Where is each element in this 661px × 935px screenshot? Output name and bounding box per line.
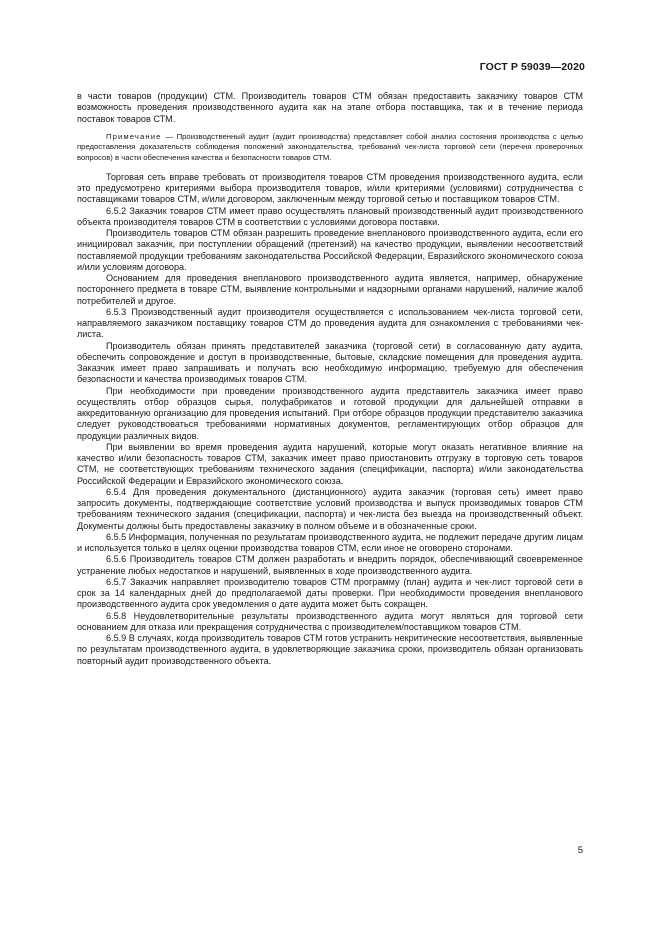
paragraph: Торговая сеть вправе требовать от производителя товаров СТМ проведения производственного аудита, если это предусмотрено критериями выбора производителя товаров, и/или критериями (условиями) сотрудничества с поставщиками товаров СТМ, и/или договором, заключенным между торговой сетью и поставщиком товаров СТМ. xyxy=(77,171,583,205)
paragraph: Основанием для проведения внепланового производственного аудита является, например, обнаружение постороннего предмета в товаре СТМ, выявление контрольными и надзорными органами нарушений, наличие жалоб потребителей и другое. xyxy=(77,273,583,306)
paragraph: 6.5.4 Для проведения документального (дистанционного) аудита заказчик (торговая сеть) имеет право запросить документы, подтверждающие соответствие условий производства и выпуск производимых товаров СТМ требованиям технического задания (спецификации, паспорта) и чек-листа без выезда на производственный объект. Документы должны быть предоставлены заказчику в полном объеме и в обозначенные сроки. xyxy=(77,486,583,531)
note-text: — Производственный аудит (аудит производства) представляет собой анализ состояния производства с целью предоставления доказательств соблюдения положений законодательства, требований чек-листа торговой сети (перечня проверочных вопросов) в части обеспечения качества и безопасности товаров СТМ. xyxy=(77,131,583,163)
paragraph: 6.5.2 Заказчик товаров СТМ имеет право осуществлять плановый производственный аудит производственного объекта производителя товаров СТМ в соответствии с условиями договора поставки. xyxy=(77,205,583,227)
paragraph: 6.5.7 Заказчик направляет производителю товаров СТМ программу (план) аудита и чек-лист торговой сети в срок за 14 календарных дней до предполагаемой даты проверки. При необходимости проведения внепланового производственного аудита срок уведомления о дате аудита может быть сокращен. xyxy=(77,576,583,610)
paragraph: Производитель обязан принять представителей заказчика (торговой сети) в согласованную дату аудита, обеспечить сопровождение и доступ в производственные, бытовые, складские помещения для проведения аудита. Заказчик имеет право запрашивать и получать всю необходимую информацию, требуемую для обеспечения безопасности и качества производимых товаров СТМ. xyxy=(77,340,583,385)
note-paragraph xyxy=(77,132,583,164)
paragraph: При необходимости при проведении производственного аудита представитель заказчика имеет право осуществлять отбор образцов сырья, полуфабрикатов и готовой продукции для дальнейшей отправки в аккредитованную организацию для проведения испытаний. При отборе образцов продукции представителю заказчика следует руководствоваться требованиями нормативных документов, регламентирующих отбор образцов для продукции различных видов. xyxy=(77,385,583,441)
intro-paragraph: в части товаров (продукции) СТМ. Производитель товаров СТМ обязан предоставить заказчику товаров СТМ возможность проведения производственного аудита как на этапе отбора поставщика, так и в течение периода поставок товаров СТМ. xyxy=(77,91,583,124)
paragraph: Производитель товаров СТМ обязан разрешить проведение внепланового производственного аудита, если его инициировал заказчик, при поступлении обращений (претензий) на качество продукции, выявлении несоответствий поставляемой продукции требованиям законодательства Российской Федерации, Евразийского экономического союза и/или условиям договора. xyxy=(77,228,583,272)
document-code: ГОСТ Р 59039—2020 xyxy=(479,61,585,73)
page-number: 5 xyxy=(577,845,583,856)
paragraph: 6.5.5 Информация, полученная по результатам производственного аудита, не подлежит передаче другим лицам и используется только в целях оценки производства товаров СТМ, если иное не оговорено сторонами. xyxy=(77,531,583,554)
paragraph: 6.5.6 Производитель товаров СТМ должен разработать и внедрить порядок, обеспечивающий своевременное устранение любых недостатков и нарушений, выявленных в ходе производственного аудита. xyxy=(77,554,583,576)
document-body xyxy=(77,91,583,667)
paragraph: 6.5.8 Неудовлетворительные результаты производственного аудита могут являться для торговой сети основанием для отказа или прекращения сотрудничества с производителем/поставщиком товаров СТМ. xyxy=(77,610,583,632)
paragraph: 6.5.9 В случаях, когда производитель товаров СТМ готов устранить некритические несоответствия, выявленные по результатам производственного аудита, в удовлетворяющие заказчика сроки, производитель обязан организовать повторный аудит производственного объекта. xyxy=(77,633,583,666)
paragraph: При выявлении во время проведения аудита нарушений, которые могут оказать негативное влияние на качество и/или безопасность товаров СТМ, заказчик имеет право приостановить отгрузку в торговую сеть товаров СТМ, не соответствующих требованиям технического задания (спецификации, паспорта) и/или законодательства Российской Федерации и Евразийского экономического союза. xyxy=(77,441,583,486)
note-label: Примечание xyxy=(106,131,162,141)
paragraph: 6.5.3 Производственный аудит производителя осуществляется с использованием чек-листа торговой сети, направляемого заказчиком поставщику товаров СТМ до проведения аудита для ознакомления с требованиями чек-листа. xyxy=(77,306,583,340)
